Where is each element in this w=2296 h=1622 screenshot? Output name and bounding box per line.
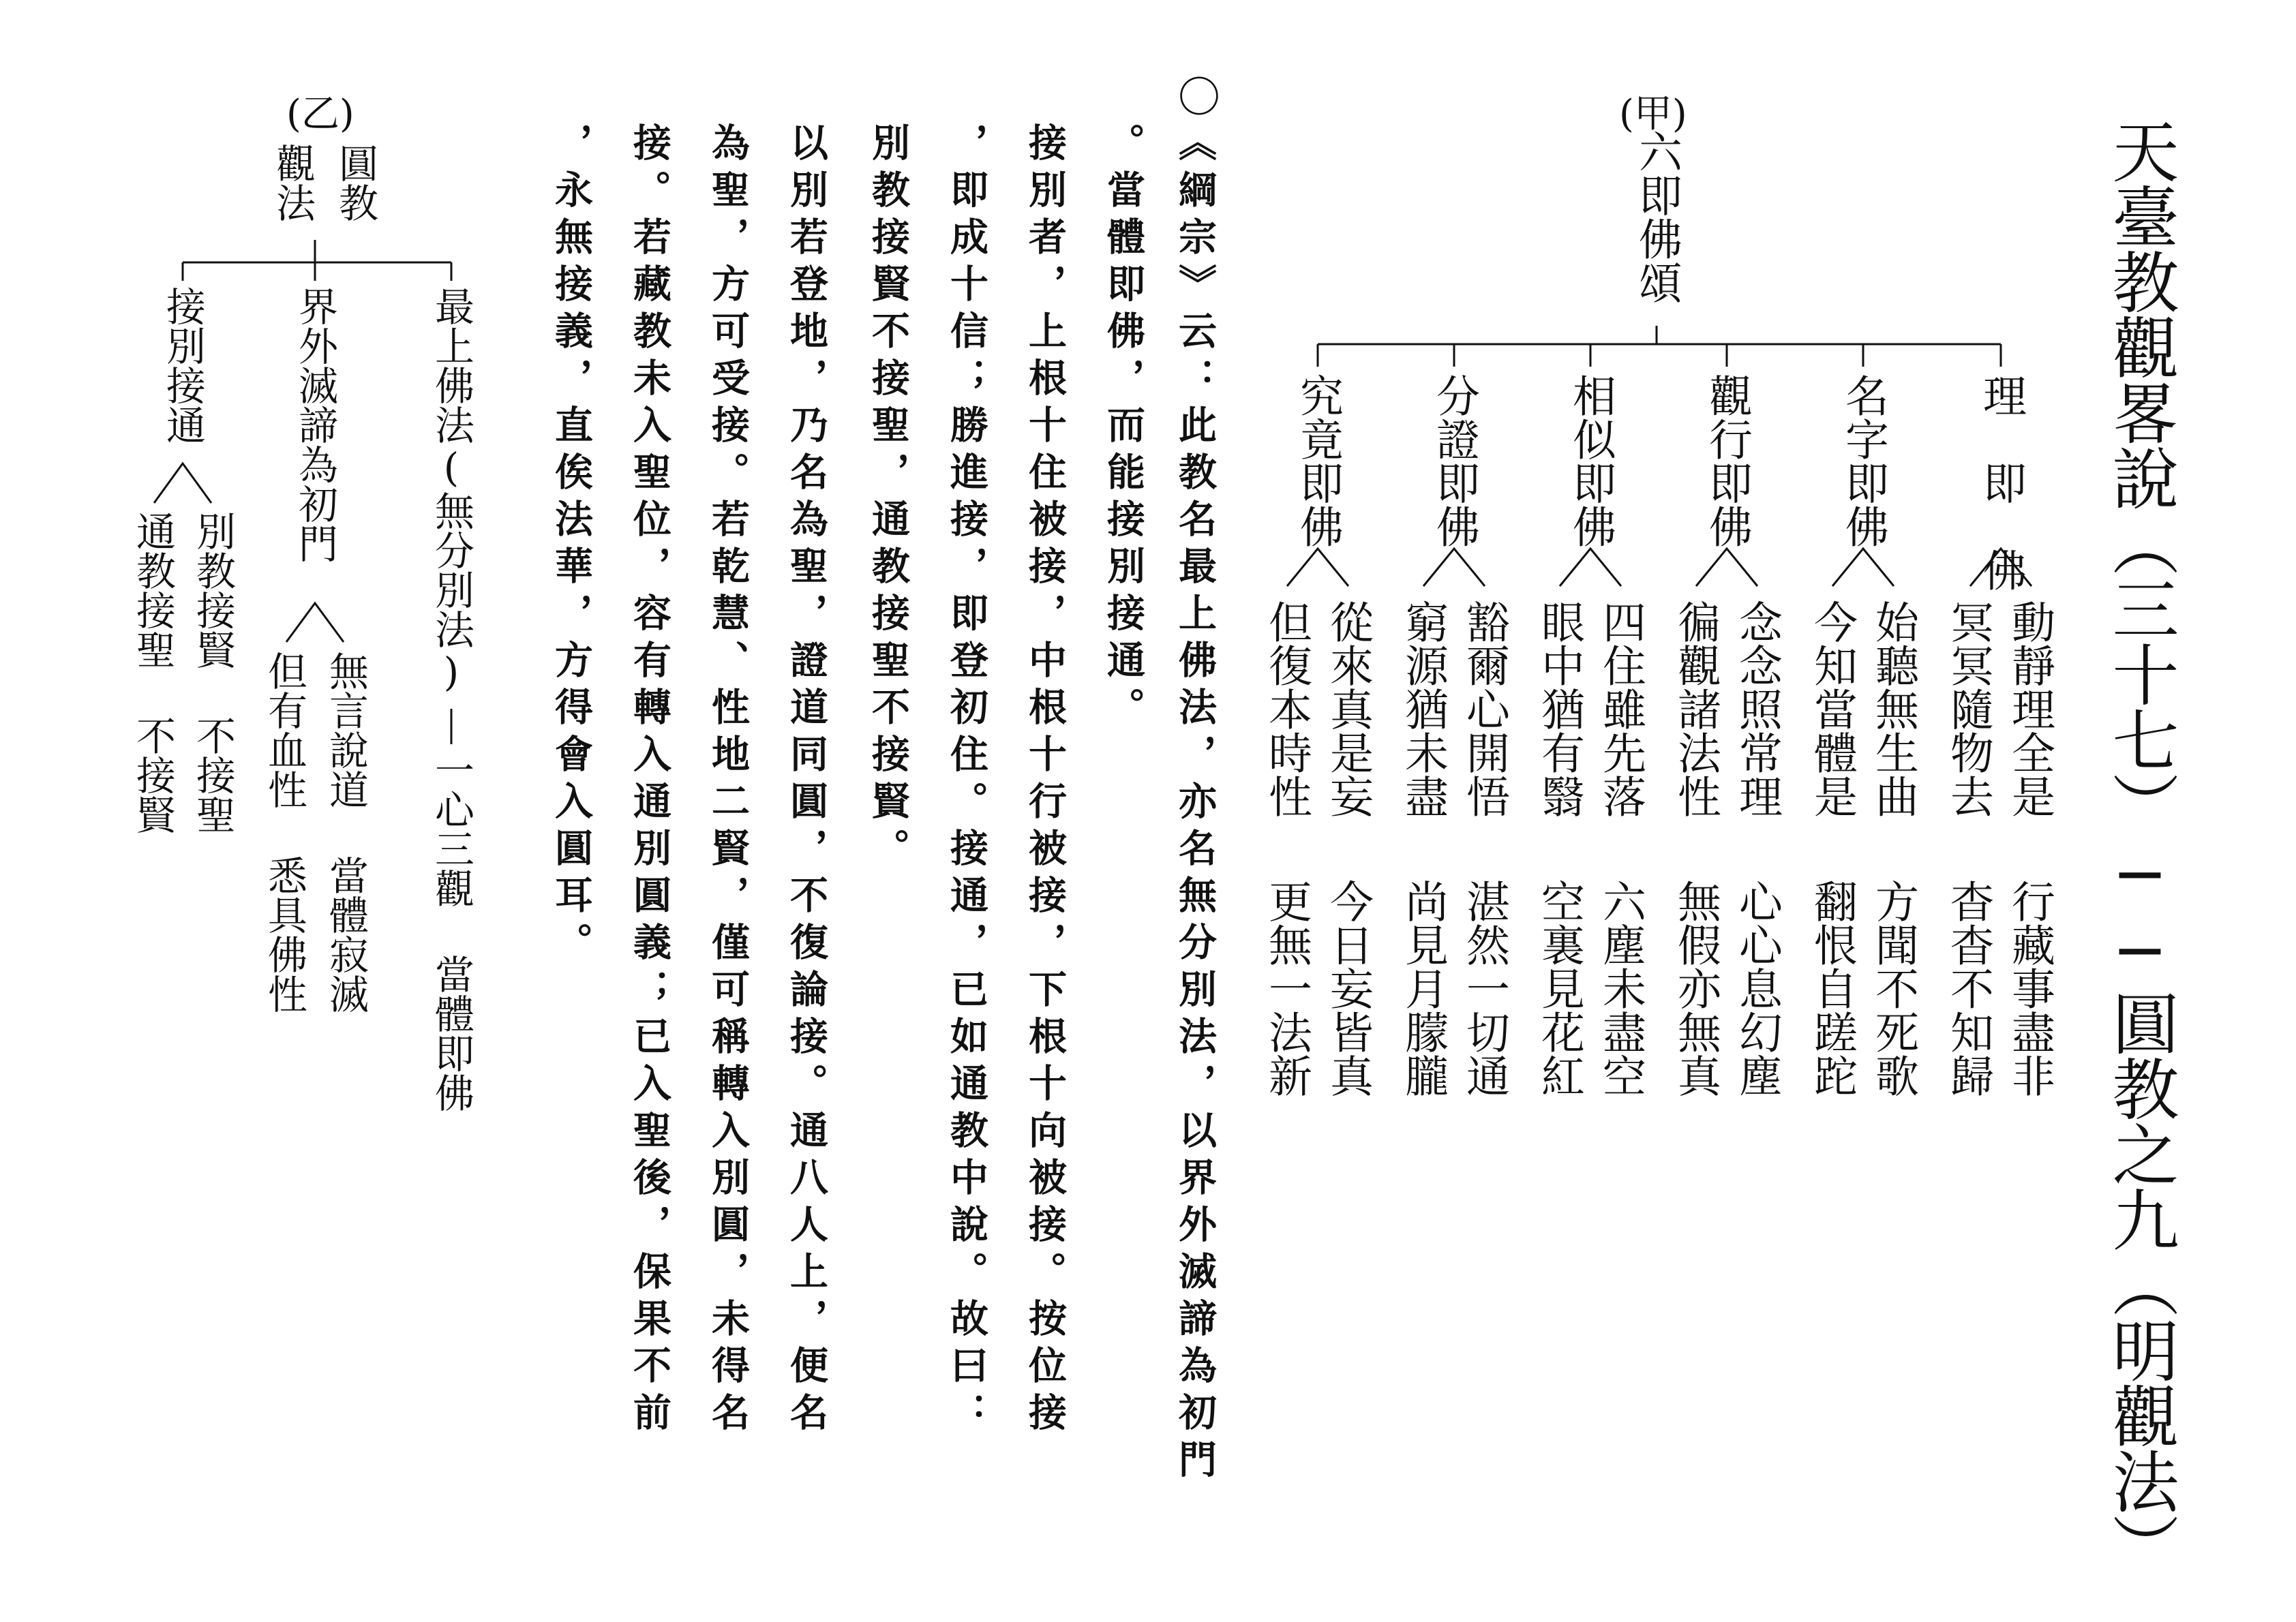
item-name-3: 觀行即佛 xyxy=(1702,373,1752,548)
commentary-line-5: 別教接賢不接聖，通教接聖不接賢。 xyxy=(866,123,911,875)
section-b-root-col1: 圓教 xyxy=(332,143,378,222)
item-name-5: 分證即佛 xyxy=(1429,373,1479,548)
commentary-line-1: 《綱宗》云：此教名最上佛法，亦名無分別法，以界外滅諦為初門 xyxy=(1173,123,1218,1486)
fork-5 xyxy=(1423,549,1485,586)
fork-3 xyxy=(1696,549,1757,586)
branch2-sub1: 無言說道 當體寂滅 xyxy=(322,651,369,1013)
commentary-line-7: 為聖，方可受接。若乾慧、性地二賢，僅可稱轉入別圓，未得名 xyxy=(706,123,751,1439)
item-name-1: 理 即 佛 xyxy=(1976,373,2026,592)
commentary-line-3: 接別者，上根十住被接，中根十行被接，下根十向被接。按位接 xyxy=(1023,123,1068,1439)
fork-6 xyxy=(1287,549,1348,586)
item4-line1: 四住雖先落 xyxy=(1595,600,1646,818)
item4-line2: 六塵未盡空 xyxy=(1595,879,1646,1097)
branch2-sub2: 但有血性 悉具佛性 xyxy=(261,651,307,1013)
item6-line2: 今日妄皆真 xyxy=(1323,879,1373,1097)
item-name-2: 名字即佛 xyxy=(1838,373,1888,548)
branch3-fork xyxy=(154,463,211,503)
item-name-6: 究竟即佛 xyxy=(1293,373,1343,548)
item2-line4: 翻恨自蹉跎 xyxy=(1807,879,1857,1097)
branch1-tail: 一心三觀 當體即佛 xyxy=(428,750,474,1112)
item2-line2: 方聞不死歌 xyxy=(1868,879,1918,1097)
section-b-root-col2: 觀法 xyxy=(269,143,316,222)
fork-2 xyxy=(1832,549,1894,586)
item3-line3: 徧觀諸法性 xyxy=(1670,600,1721,818)
item6-line3: 但復本時性 xyxy=(1261,600,1312,818)
item1-line3: 冥冥隨物去 xyxy=(1943,600,1993,818)
item6-line4: 更無一法新 xyxy=(1261,879,1312,1097)
commentary-line-2: 。當體即佛，而能接別接通。 xyxy=(1101,123,1146,734)
item1-line1: 動靜理全是 xyxy=(2004,600,2055,818)
item4-line4: 空裏見花紅 xyxy=(1534,879,1584,1097)
item5-line2: 湛然一切通 xyxy=(1459,879,1509,1097)
commentary-line-9: ，永無接義，直俟法華，方得會入圓耳。 xyxy=(549,123,594,969)
item-name-4: 相似即佛 xyxy=(1565,373,1616,548)
fork-4 xyxy=(1560,549,1621,586)
commentary-marker: 〇 xyxy=(1178,72,1221,122)
branch2-head: 界外滅諦為初門 xyxy=(292,286,338,563)
item6-line1: 從來真是妄 xyxy=(1323,600,1373,818)
item3-line4: 無假亦無真 xyxy=(1670,879,1721,1097)
item3-line1: 念念照常理 xyxy=(1732,600,1782,818)
item2-line3: 今知當體是 xyxy=(1807,600,1857,818)
item5-line1: 豁爾心開悟 xyxy=(1459,600,1509,818)
section-b-label: (乙) xyxy=(286,92,354,136)
item2-line1: 始聽無生曲 xyxy=(1868,600,1918,818)
item5-line4: 尚見月朦朧 xyxy=(1398,879,1448,1097)
item4-line3: 眼中猶有翳 xyxy=(1534,600,1584,818)
branch3-head: 接別接通 xyxy=(160,286,206,444)
section-a-heading: 六即佛頌 xyxy=(1631,129,1682,304)
page-title: 天臺教觀畧說（三十七）──圓教之九（明觀法） xyxy=(2101,117,2179,1578)
branch3-sub1: 別教接賢 不接聖 xyxy=(190,511,236,834)
item5-line3: 窮源猶未盡 xyxy=(1398,600,1448,818)
commentary-line-4: ，即成十信；勝進接，即登初住。接通，已如通教中說。故曰： xyxy=(944,123,989,1439)
section-a-label: (甲) xyxy=(1619,92,1687,136)
item1-line4: 杳杳不知歸 xyxy=(1943,879,1993,1097)
branch1-head: 最上佛法(無分別法) xyxy=(428,286,474,695)
branch3-sub2: 通教接聖 不接賢 xyxy=(130,511,176,834)
item3-line2: 心心息幻塵 xyxy=(1732,879,1782,1097)
commentary-line-6: 以別若登地，乃名為聖，證道同圓，不復論接。通八人上，便名 xyxy=(784,123,829,1439)
branch2-fork xyxy=(286,603,344,642)
item1-line2: 行藏事盡非 xyxy=(2004,879,2055,1097)
commentary-line-8: 接。若藏教未入聖位，容有轉入通別圓義；已入聖後，保果不前 xyxy=(627,123,672,1439)
